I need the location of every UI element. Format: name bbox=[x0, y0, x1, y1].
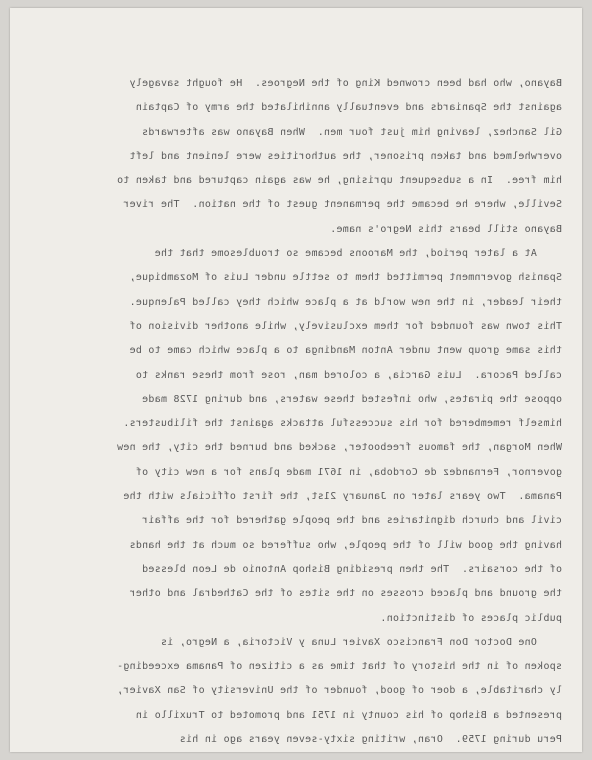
text-line: governor, Fernandez de Cordoba, in 1671 made plans for a new city of bbox=[135, 466, 562, 478]
text-line: Panama. Two years later on January 21st, the first officials with the bbox=[123, 491, 562, 503]
document-page bbox=[10, 8, 582, 752]
text-line: oppose the pirates, who infested these waters, and during 1728 made bbox=[141, 393, 562, 405]
text-line: civil and church dignitaries and the people gathered for the affair bbox=[141, 515, 562, 527]
text-line: the ground and placed crosses on the sites of the Cathedral and other bbox=[129, 588, 562, 600]
text-line: their leader, in the new world at a place which they called Palenque. bbox=[129, 296, 562, 308]
text-line: spoken of in the history of that time as a citizen of Panama exceeding- bbox=[116, 661, 562, 673]
text-line: presented a Bishop of his county in 1751 and promoted to Truxillo in bbox=[135, 709, 562, 721]
text-line: overwhelmed and taken prisoner, the authorities were lenient and left bbox=[129, 150, 562, 162]
text-line: having the good will of the people, who suffered so much at the hands bbox=[129, 539, 562, 551]
text-line: him free. In a subsequent uprising, he was again captured and taken to bbox=[116, 175, 562, 187]
text-line: ly charitable, a doer of good, founder of the University of San Xavier, bbox=[116, 685, 562, 697]
text-line: against the Spaniards and eventually annihilated the army of Captain bbox=[135, 102, 562, 114]
text-line: Seville, where he became the permanent guest of the nation. The river bbox=[123, 199, 562, 211]
text-line: One Doctor Don Francisco Xavier Luna y Victoria, a Negro, is bbox=[160, 636, 562, 648]
text-line: Spanish government permitted them to settle under Luis of Mozambique, bbox=[129, 272, 562, 284]
text-line: When Morgan, the famous freebooter, sacked and burned the city, the new bbox=[116, 442, 562, 454]
text-line: called Pacora. Luis Garcia, a colored man, rose from these ranks to bbox=[135, 369, 562, 381]
text-line: this same group went under Anton Mandinga to a place which came to be bbox=[129, 345, 562, 357]
text-line: Peru during 1759. Oran, writing sixty-seven years ago in his bbox=[179, 734, 562, 746]
text-line: At a later period, the Maroons became so troublesome that the bbox=[154, 248, 562, 260]
text-line: himself remembered for his successful attacks against the filibusters. bbox=[123, 418, 562, 430]
text-line: Bayano still bears this Negro's name. bbox=[329, 223, 562, 235]
text-line: of the corsairs. The then presiding Bishop Antonio de Leon blessed bbox=[141, 563, 562, 575]
text-line: public places of distinction. bbox=[380, 612, 562, 624]
text-line: This town was founded for them exclusively, while another division of bbox=[129, 320, 562, 332]
text-line: Gil Sanchez, leaving him just four men. When Bayano was afterwards bbox=[141, 126, 562, 138]
text-line: Bayano, who had been crowned King of the Negroes. He fought savagely bbox=[129, 78, 562, 89]
mirrored-typewritten-text bbox=[32, 72, 562, 752]
